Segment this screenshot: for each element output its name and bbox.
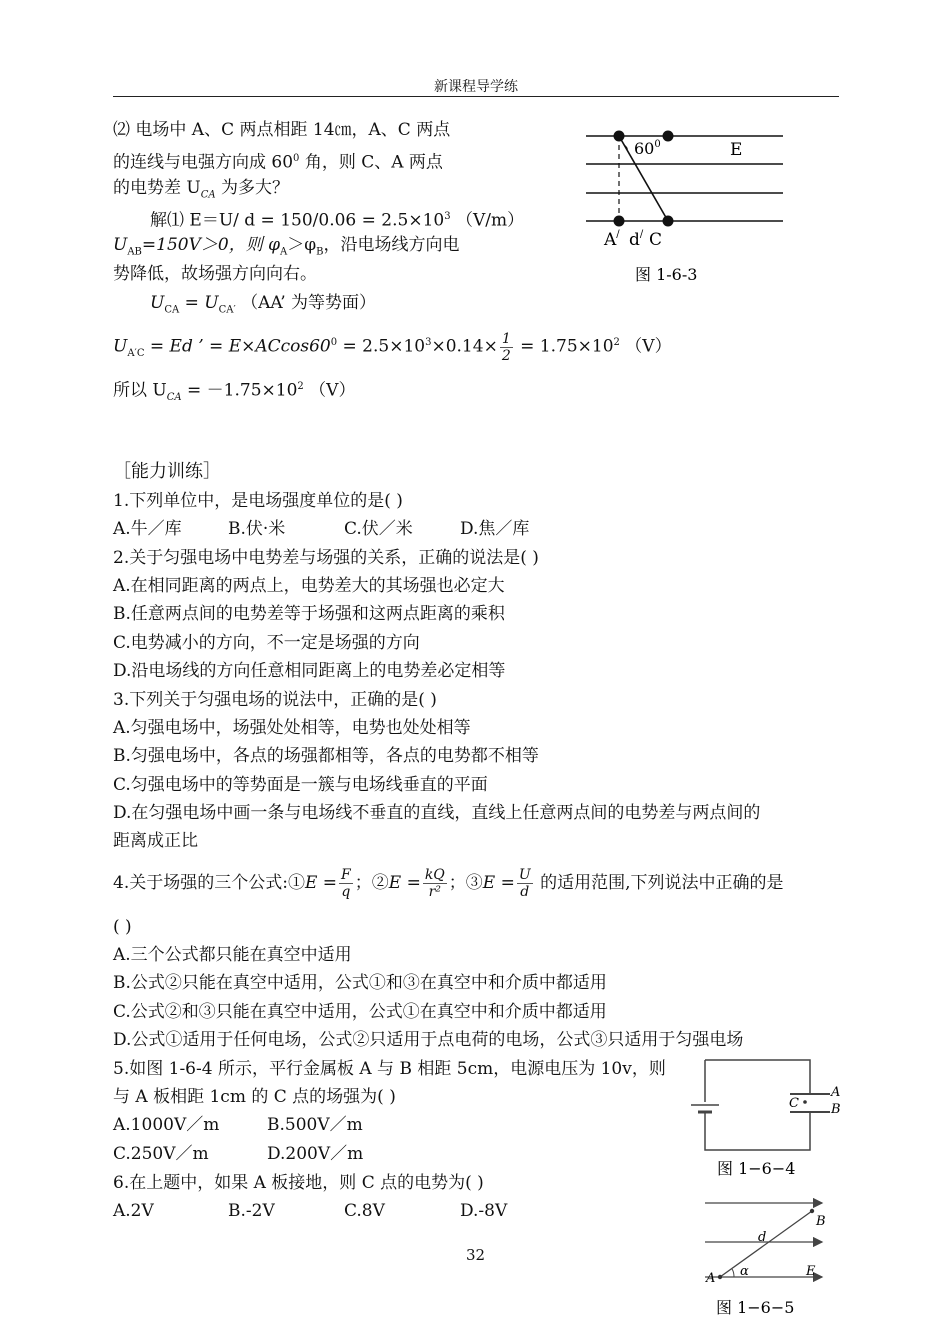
point-a-prime: [614, 216, 625, 227]
q1-option-c: C.伏／米: [344, 519, 413, 539]
q2-option-b: B.任意两点间的电势差等于场强和这两点距离的乘积: [113, 604, 505, 624]
q3-stem: 3.下列关于匀强电场的说法中，正确的是( ): [113, 690, 437, 710]
q3-option-d-line-2: 距离成正比: [113, 831, 198, 851]
point-b: [810, 1209, 814, 1213]
q5-option-b: B.500V／m: [267, 1115, 363, 1135]
figure-1-6-4: [685, 1052, 845, 1182]
q5-option-c: C.250V／m: [113, 1144, 209, 1164]
q3-option-c: C.匀强电场中的等势面是一簇与电场线垂直的平面: [113, 775, 488, 795]
header-rule: [113, 96, 839, 97]
field-label-e: E: [730, 140, 743, 160]
q2-option-d: D.沿电场线的方向任意相同距离上的电势差必定相等: [113, 661, 506, 681]
figure-caption: 图 1−6−4: [717, 1159, 796, 1178]
figure-caption: 图 1−6−5: [716, 1298, 795, 1317]
q5-option-d: D.200V／m: [267, 1144, 364, 1164]
solution-line-3: 势降低，故场强方向向右。: [113, 264, 317, 284]
label-c: C: [649, 230, 663, 250]
label-e: E: [806, 1264, 816, 1279]
angle-arc: [732, 1269, 734, 1277]
solution-line-5: $U_{A'C} = Ed$ ’ = $E\times ACcos60^0 = 2.5\times 10^3\times 0.14\times$ $\frac{1}{2}$ = $1.75\times 10^2$ （V）: [113, 330, 672, 364]
label-a: A: [831, 1085, 841, 1100]
q4-option-a: A.三个公式都只能在真空中适用: [113, 945, 352, 965]
solution-line-2: $U_{AB}=150V>0$，则 $\varphi_A>\varphi_B$，沿电场线方向电: [113, 235, 460, 258]
running-header: 新课程导学练: [434, 79, 518, 95]
q4-option-d: D.公式①适用于任何电场，公式②只适用于点电荷的电场，公式③只适用于匀强电场: [113, 1030, 744, 1050]
q1-option-d: D.焦／库: [460, 519, 530, 539]
q2-option-c: C.电势减小的方向，不一定是场强的方向: [113, 633, 420, 653]
point-c: [663, 216, 674, 227]
point-a: [614, 131, 625, 142]
label-d-prime: d/: [629, 229, 644, 250]
q1-option-a: A.牛／库: [113, 519, 182, 539]
q1-stem: 1.下列单位中，是电场强度单位的是( ): [113, 491, 403, 511]
example-question-line-2: 的连线与电强方向成 $60^0$ 角，则 C、A 两点: [113, 152, 443, 173]
formula-3-fraction: $\frac{U}{d}$: [518, 867, 531, 900]
solution-line-4: $U_{CA} = U_{CA'}$ （AA’ 为等势面）: [150, 293, 377, 316]
figure-1-6-3: [580, 125, 790, 285]
q4-answer-paren: ( ): [113, 917, 132, 937]
q6-option-c: C.8V: [344, 1201, 385, 1221]
q6-option-b: B.-2V: [228, 1201, 275, 1221]
fraction-one-half: $\frac{1}{2}$: [501, 330, 511, 364]
q3-option-d-line-1: D.在匀强电场中画一条与电场线不垂直的直线，直线上任意两点间的电势差与两点间的: [113, 803, 761, 823]
q3-option-b: B.匀强电场中，各点的场强都相等，各点的电势都不相等: [113, 746, 539, 766]
angle-label: $60^0$: [634, 139, 661, 158]
q4-option-b: B.公式②只能在真空中适用，公式①和③在真空中和介质中都适用: [113, 973, 607, 993]
q5-option-a: A.1000V／m: [113, 1115, 220, 1135]
example-question-line-1: ⑵ 电场中 A、C 两点相距 14㎝，A、C 两点: [113, 120, 451, 140]
q6-stem: 6.在上题中，如果 A 板接地，则 C 点的电势为( ): [113, 1173, 484, 1193]
point-a: [718, 1275, 722, 1279]
label-d: d: [758, 1230, 767, 1245]
section-title: ［能力训练］: [113, 461, 221, 482]
label-alpha: α: [740, 1264, 749, 1279]
point-b: [663, 131, 674, 142]
q5-stem-line-2: 与 A 板相距 1cm 的 C 点的场强为( ): [113, 1087, 396, 1107]
solution-line-1: 解⑴ E＝U/ $d = 150/0.06 = 2.5\times 10^3$ （V/m）: [150, 210, 525, 231]
label-b: B: [831, 1102, 841, 1117]
q2-stem: 2.关于匀强电场中电势差与场强的关系，正确的说法是( ): [113, 548, 539, 568]
q6-option-a: A.2V: [113, 1201, 154, 1221]
solution-line-6: 所以 $U_{CA} = -1.75\times 10^2$ （V）: [113, 380, 356, 404]
formula-1-fraction: $\frac{F}{q}$: [341, 867, 351, 900]
q5-stem-line-1: 5.如图 1-6-4 所示，平行金属板 A 与 B 相距 5cm，电源电压为 10v，则: [113, 1059, 666, 1079]
q3-option-a: A.匀强电场中，场强处处相等，电势也处处相等: [113, 718, 471, 738]
figure-caption: 图 1-6-3: [635, 265, 698, 284]
q4-stem: 4.关于场强的三个公式:①E = $\frac{F}{q}$ ；②E = $\frac{kQ}{\text{r²}}$ ；③E = $\frac{U}{d}$ 的适用范围,下列说法中正确的是: [113, 867, 784, 900]
q1-option-b: B.伏·米: [228, 519, 286, 539]
q2-option-a: A.在相同距离的两点上，电势差大的其场强也必定大: [113, 576, 505, 596]
point-c: [803, 1100, 807, 1104]
figure-1-6-5: [700, 1195, 830, 1325]
label-a-prime: A/: [604, 229, 620, 250]
label-b: B: [816, 1214, 826, 1229]
q4-option-c: C.公式②和③只能在真空中适用，公式①在真空中和介质中都适用: [113, 1002, 607, 1022]
formula-2-fraction: $\frac{kQ}{\text{r²}}$: [424, 867, 445, 900]
page-number: 32: [466, 1246, 486, 1264]
label-c: C: [789, 1096, 799, 1111]
example-question-line-3: 的电势差 $U_{CA}$ 为多大？: [113, 178, 290, 201]
q6-option-d: D.-8V: [460, 1201, 508, 1221]
label-a: A: [706, 1271, 716, 1286]
